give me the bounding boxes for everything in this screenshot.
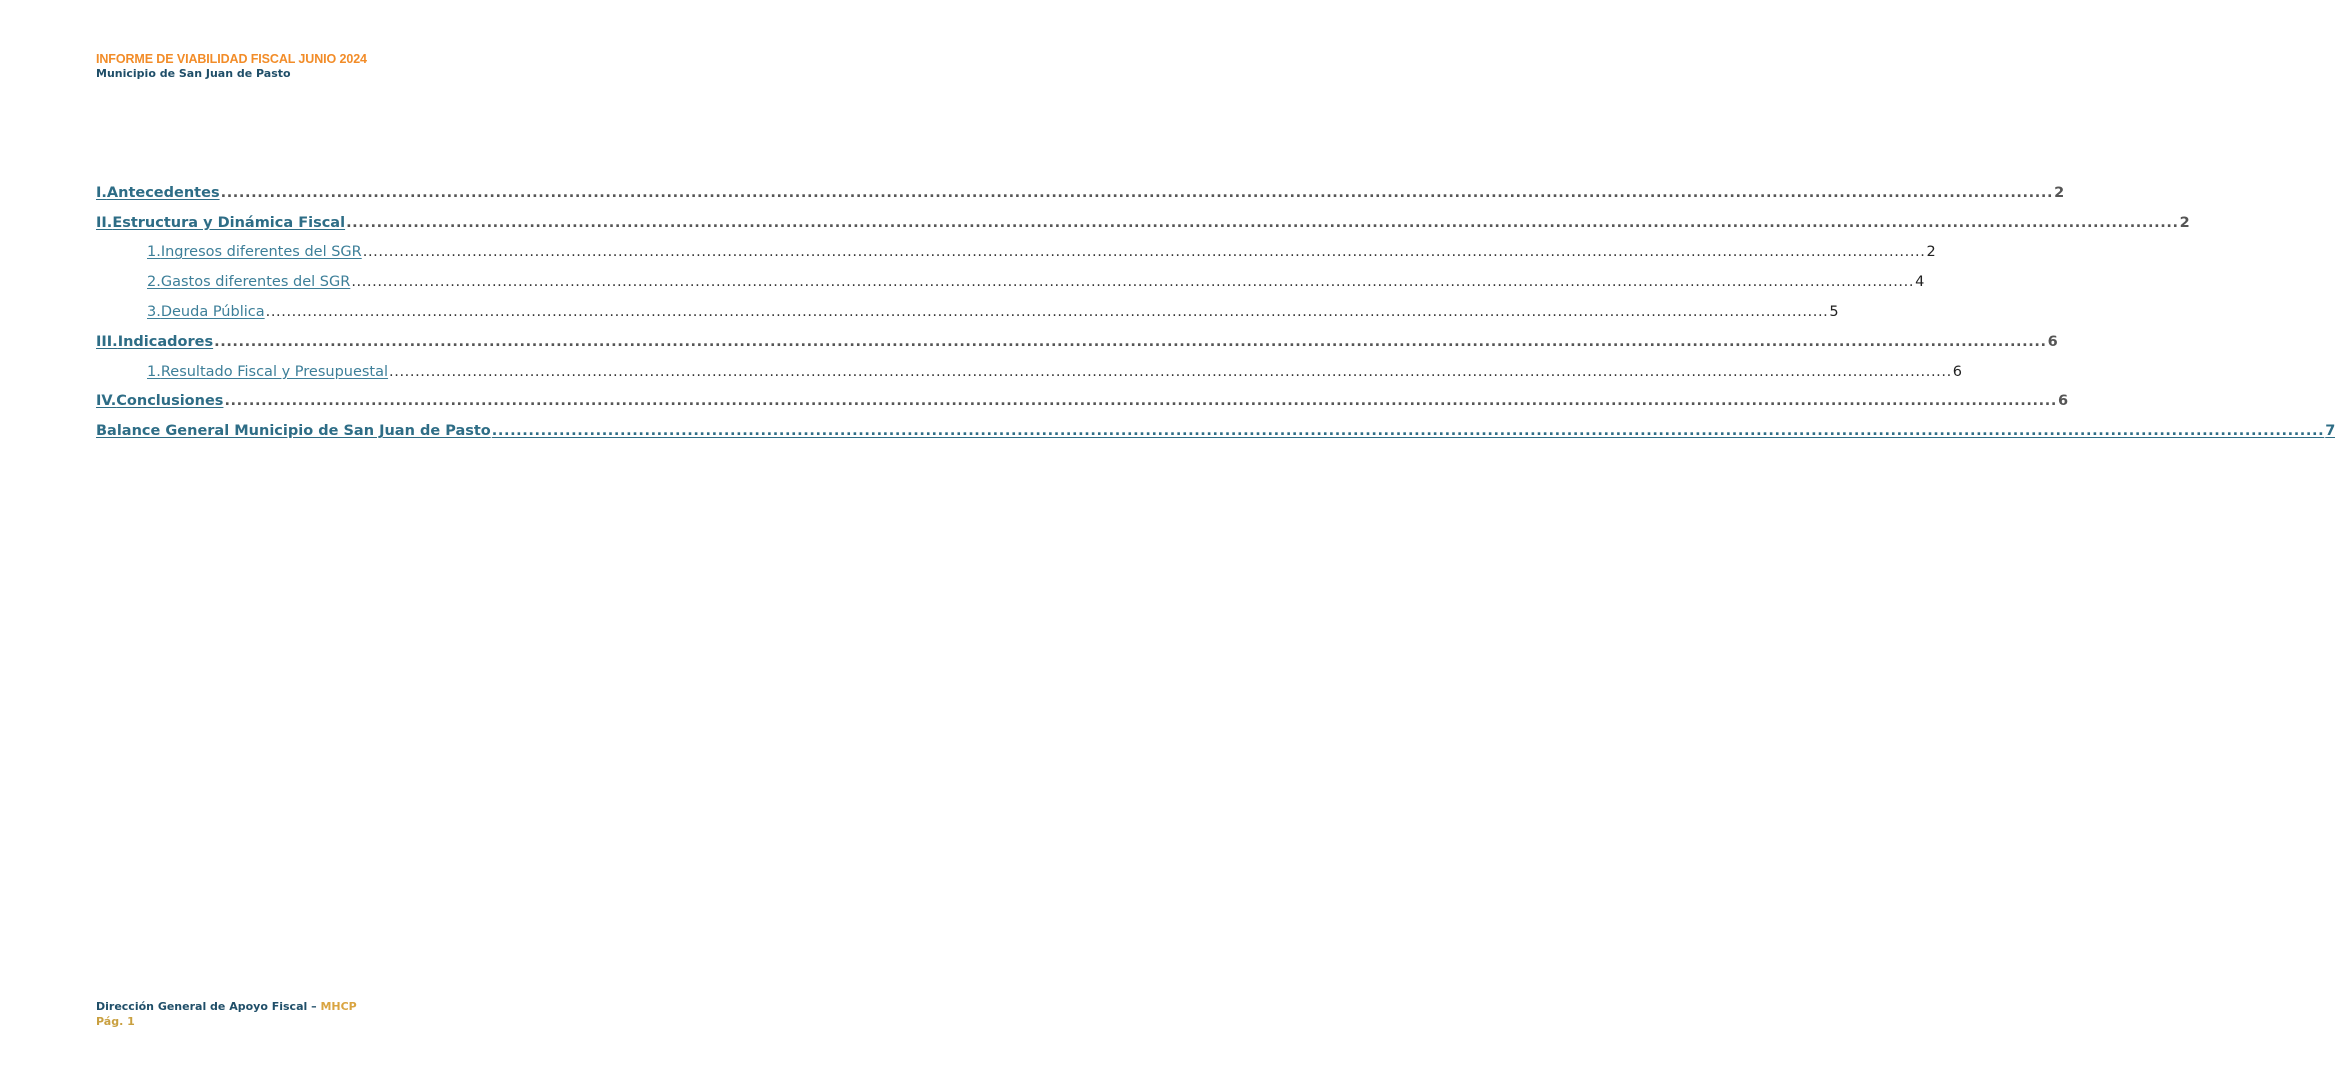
page-footer: [96, 999, 357, 1029]
toc-leader-dots: ............................................................................................................................................................................................................................................................................................................: [362, 244, 1926, 261]
toc-entry-page: 5: [1829, 304, 1839, 321]
toc-entry-label[interactable]: Indicadores: [117, 333, 214, 350]
toc-entry-page: 6: [2047, 333, 2058, 350]
toc-entry-label[interactable]: Antecedentes: [106, 184, 220, 201]
page-header: [96, 51, 367, 81]
toc-entry-page: 7: [2325, 423, 2335, 440]
toc-entry-page: 2: [1926, 244, 1936, 261]
toc-entry-label[interactable]: Conclusiones: [116, 393, 224, 410]
toc-entry-label[interactable]: Ingresos diferentes del SGR: [160, 244, 362, 261]
toc-entry-number: 2.: [147, 274, 161, 291]
toc-leader-dots: ............................................................................................................................................................................................................................................................................................................: [224, 393, 2057, 410]
toc-entry-page: 2: [2054, 184, 2065, 201]
toc-entry-label[interactable]: Resultado Fiscal y Presupuestal: [160, 363, 389, 380]
toc-entry-page: 6: [2057, 393, 2069, 410]
toc-leader-dots: ............................................................................................................................................................................................................................................................................................................: [389, 363, 1952, 380]
toc-entry-gastos[interactable]: [96, 267, 1925, 297]
toc-entry-page: 2: [2179, 214, 2190, 231]
toc-entry-number: IV.: [96, 393, 117, 410]
toc-entry-conclusiones[interactable]: [96, 387, 2069, 417]
toc-entry-number: III.: [96, 333, 118, 350]
toc-entry-resultado[interactable]: [96, 357, 1963, 387]
footer-agency: MHCP: [320, 1000, 357, 1013]
toc-entry-estructura[interactable]: [96, 208, 2190, 238]
page-number: Pág. 1: [96, 1015, 135, 1028]
table-of-contents: [96, 178, 2335, 446]
report-title: INFORME DE VIABILIDAD FISCAL JUNIO 2024: [96, 52, 367, 66]
footer-org: Dirección General de Apoyo Fiscal: [96, 1000, 308, 1013]
toc-entry-number: II.: [96, 214, 113, 231]
toc-entry-page: 4: [1915, 274, 1925, 291]
toc-leader-dots: ............................................................................................................................................................................................................................................................................................................: [265, 304, 1829, 321]
toc-entry-label[interactable]: Deuda Pública: [160, 304, 265, 321]
toc-entry-antecedentes[interactable]: [96, 178, 2065, 208]
toc-leader-dots: ............................................................................................................................................................................................................................................................................................................: [351, 274, 1915, 291]
toc-entry-number: 1.: [147, 363, 161, 380]
toc-entry-label[interactable]: Estructura y Dinámica Fiscal: [112, 214, 346, 231]
toc-entry-number: 1.: [147, 244, 161, 261]
toc-entry-number: 3.: [147, 304, 161, 321]
toc-entry-label[interactable]: Gastos diferentes del SGR: [160, 274, 351, 291]
report-subtitle: Municipio de San Juan de Pasto: [96, 67, 291, 80]
toc-leader-dots: ............................................................................................................................................................................................................................................................................................................: [220, 184, 2054, 201]
toc-entry-deuda[interactable]: [96, 297, 1839, 327]
toc-entry-ingresos[interactable]: [96, 238, 1936, 268]
footer-separator: –: [307, 1000, 321, 1013]
toc-entry-indicadores[interactable]: [96, 327, 2058, 357]
toc-leader-dots: ............................................................................................................................................................................................................................................................................................................: [346, 214, 2179, 231]
toc-entry-balance-general[interactable]: [96, 416, 2335, 446]
footer-organization-line: [96, 999, 357, 1014]
toc-leader-dots: ............................................................................................................................................................................................................................................................................................................: [491, 423, 2325, 440]
toc-entry-number: I.: [96, 184, 107, 201]
toc-entry-page: 6: [1952, 363, 1963, 380]
toc-leader-dots: ............................................................................................................................................................................................................................................................................................................: [214, 333, 2047, 350]
toc-entry-label[interactable]: Balance General Municipio de San Juan de Pasto: [96, 423, 491, 440]
